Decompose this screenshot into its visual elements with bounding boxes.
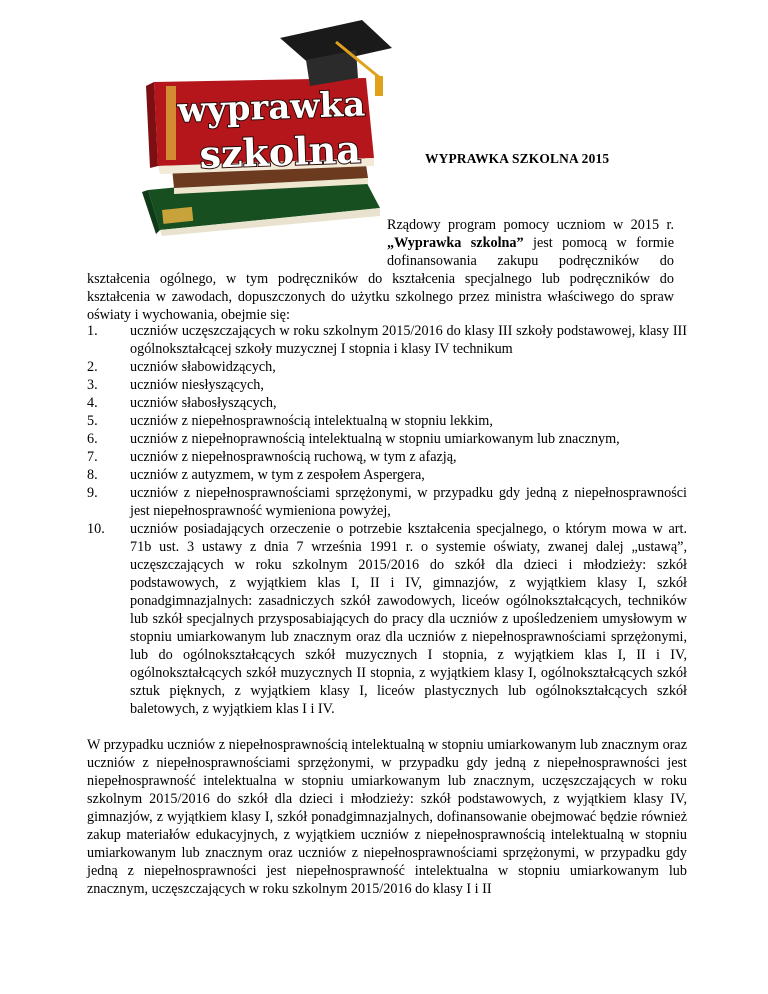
list-number: 4. [87, 395, 98, 411]
list-item [87, 322, 687, 358]
list-text: uczniów z niepełnosprawnością ruchową, w tym z afazją, [130, 449, 457, 465]
list-number: 6. [87, 431, 98, 447]
logo-line-1: wyprawka [176, 84, 366, 131]
closing-paragraph: W przypadku uczniów z niepełnosprawnością intelektualną w stopniu umiarkowanym lub znacznym oraz uczniów z niepełnosprawnościami sprzężonymi, w przypadku gdy jedną z niepełnosprawności jest niepełnosprawność intelektualna w stopniu umiarkowanym lub znacznym, uczęszczających w roku szkolnym 2015/2016 do szkół dla dzieci i młodzieży: szkół podstawowych, z wyjątkiem klasy IV, gimnazjów, z wyjątkiem klasy I, szkół ponadgimnazjalnych, dofinansowanie obejmować będzie również zakup materiałów edukacyjnych, z wyjątkiem uczniów z niepełnosprawnością intelektualną w stopniu umiarkowanym lub znacznym oraz uczniów z niepełnosprawnościami sprzężonymi, w przypadku gdy jedną z niepełnosprawności jest niepełnosprawność intelektualna w stopniu umiarkowanym lub znacznym, uczęszczających w roku szkolnym 2015/2016 do klasy I i II [87, 737, 687, 897]
list-item [87, 466, 687, 484]
intro-text-start: Rządowy program pomocy uczniom w 2015 r. [387, 217, 674, 233]
list-number: 5. [87, 413, 98, 429]
list-text: uczniów słabosłyszących, [130, 395, 277, 411]
list-number: 1. [87, 323, 98, 339]
list-text: uczniów uczęszczających w roku szkolnym 2015/2016 do klasy III szkoły podstawowej, klasy III ogólnokształcącej szkoły muzycznej I stopnia i klasy IV technikum [130, 323, 687, 357]
list-text: uczniów posiadających orzeczenie o potrzebie kształcenia specjalnego, o którym mowa w art. 71b ust. 3 ustawy z dnia 7 września 1991 r. o systemie oświaty, zwanej dalej „ustawą”, uczęszczających w roku szkolnym 2015/2016 do szkół dla dzieci i młodzieży: szkół podstawowych, z wyjątkiem klas I, II i IV, gimnazjów, z wyjątkiem klasy I, szkół ponadgimnazjalnych: zasadniczych szkół zawodowych, liceów ogólnokształcących, techników lub szkół specjalnych przysposabiających do pracy dla uczniów z upośledzeniem umysłowym w stopniu umiarkowanym lub znacznym oraz dla uczniów z niepełnosprawnościami sprzężonymi, lub do ogólnokształcących szkół muzycznych I stopnia, z wyjątkiem klas I, II i IV, ogólnokształcących szkół muzycznych II stopnia, z wyjątkiem klasy I, ogólnokształcących szkół sztuk pięknych, z wyjątkiem klasy I, liceów plastycznych lub ogólnokształcących szkół baletowych, z wyjątkiem klas I i IV. [130, 521, 687, 717]
list-item [87, 484, 687, 520]
list-number: 8. [87, 467, 98, 483]
intro-text-end: jest pomocą w formie dofinansowania zakupu podręczników do kształcenia ogólnego, w tym podręczników do kształcenia specjalnego lub podręczników do kształcenia w zawodach, dopuszczonych do użytku szkolnego przez ministra właściwego do spraw oświaty i wychowania, obejmie się: [87, 235, 674, 323]
logo-line-2: szkolna [198, 126, 362, 177]
list-item [87, 412, 687, 430]
list-item [87, 358, 687, 376]
list-text: uczniów z autyzmem, w tym z zespołem Aspergera, [130, 467, 425, 483]
books-logo-illustration [130, 20, 392, 238]
list-item [87, 520, 687, 718]
list-number: 2. [87, 359, 98, 375]
logo-text-wrap-spacer [87, 216, 387, 270]
list-item [87, 448, 687, 466]
list-number: 7. [87, 449, 98, 465]
program-name: „Wyprawka szkolna” [387, 235, 524, 251]
list-item [87, 394, 687, 412]
intro-paragraph [87, 216, 674, 324]
eligible-students-list [87, 322, 687, 718]
list-text: uczniów z niepełnoprawnością intelektualną w stopniu umiarkowanym lub znacznym, [130, 431, 620, 447]
list-number: 9. [87, 485, 98, 501]
list-text: uczniów słabowidzących, [130, 359, 276, 375]
list-text: uczniów z niepełnosprawnościami sprzężonymi, w przypadku gdy jedną z niepełnosprawności jest niepełnosprawność wymieniona powyżej, [130, 485, 687, 519]
document-title: WYPRAWKA SZKOLNA 2015 [425, 151, 610, 166]
list-text: uczniów niesłyszących, [130, 377, 264, 393]
list-item [87, 376, 687, 394]
list-number: 10. [87, 521, 105, 537]
list-item [87, 430, 687, 448]
list-text: uczniów z niepełnosprawnością intelektualną w stopniu lekkim, [130, 413, 493, 429]
list-number: 3. [87, 377, 98, 393]
